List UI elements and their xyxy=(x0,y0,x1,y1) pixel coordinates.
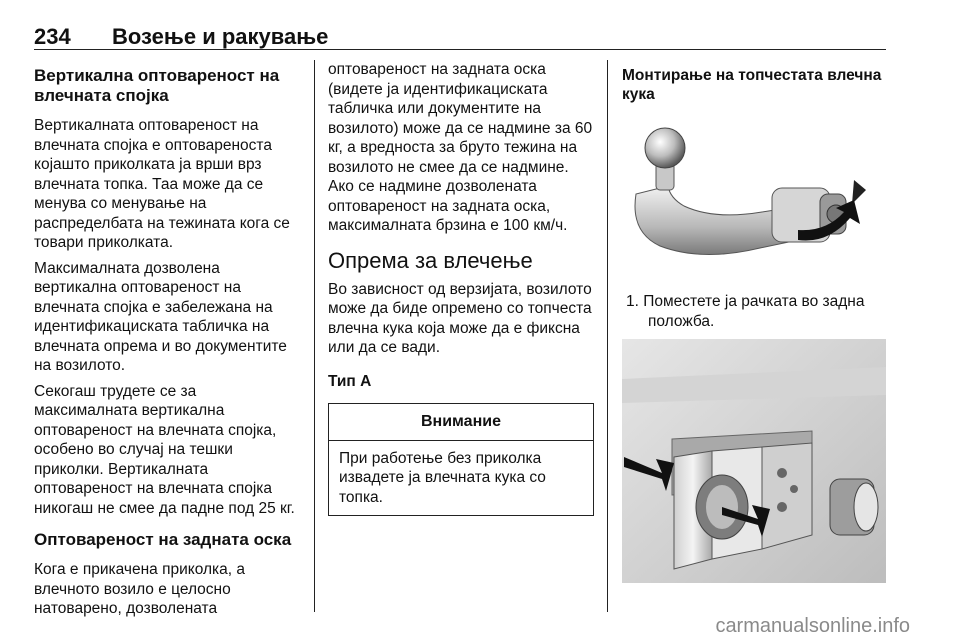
section-heading-towing-equipment: Опрема за влечење xyxy=(328,247,533,273)
header-rule xyxy=(34,49,886,50)
caution-box xyxy=(328,403,594,517)
step-1: 1. Поместете ја рачката во задна положба. xyxy=(626,293,865,330)
column-3 xyxy=(622,60,888,583)
caution-title: Внимание xyxy=(329,404,593,441)
paragraph: Секогаш трудете се за максималната вертикална оптовареност на влечната спојка, особено во случај на тешки приколки. Вертикалната оптовареност на влечната спојка никогаш не смее да падне под 25 кг. xyxy=(34,382,295,517)
paragraph: Кога е прикачена приколка, а влечното возило е целосно натоварено, дозволената xyxy=(34,561,245,617)
tow-hook-illustration xyxy=(622,120,867,280)
page-title: Возење и ракување xyxy=(112,24,329,49)
section-heading-vertical-load: Вертикална оптовареност на влечната спојка xyxy=(34,66,280,105)
page-header xyxy=(34,24,886,50)
paragraph: Во зависност од верзијата, возилото може да биде опремено со топчеста влечна кука која може да е фиксна или да се вади. xyxy=(328,280,592,356)
paragraph: оптовареност на задната оска (видете ја идентификациската табличка или документите на возилото) може да се надмине за 60 кг, а вредноста за бруто тежина на возилото не смее да се надмине. Ако се надмине дозволената оптовареност на задната оска, максималната брзина е 100 км/ч. xyxy=(328,61,593,234)
column-divider-2 xyxy=(607,60,608,612)
section-heading-rear-axle: Оптовареност на задната оска xyxy=(34,530,292,549)
column-divider-1 xyxy=(314,60,315,612)
paragraph: Максималната дозволена вертикална оптовареност на влечната спојка е забележана на идентификациската табличка на влечната опрема и во документите на возилото. xyxy=(34,259,287,374)
subheading-type-a: Тип А xyxy=(328,372,372,390)
column-1 xyxy=(34,60,302,625)
page-number: 234 xyxy=(34,24,71,49)
section-heading-mounting: Монтирање на топчестата влечна кука xyxy=(622,67,882,103)
column-2 xyxy=(328,60,594,516)
caution-text: При работење без приколка извадете ја влечната кука со топка. xyxy=(339,449,546,506)
paragraph: Вертикалната оптовареност на влечната спојка е оптовареноста којашто приколката ја врши врз влечната топка. Таа може да се менува со менување на распределбата на тежината кога се товари приколката. xyxy=(34,117,290,251)
hitch-receiver-illustration xyxy=(622,339,886,583)
watermark: carmanualsonline.info xyxy=(715,615,910,637)
